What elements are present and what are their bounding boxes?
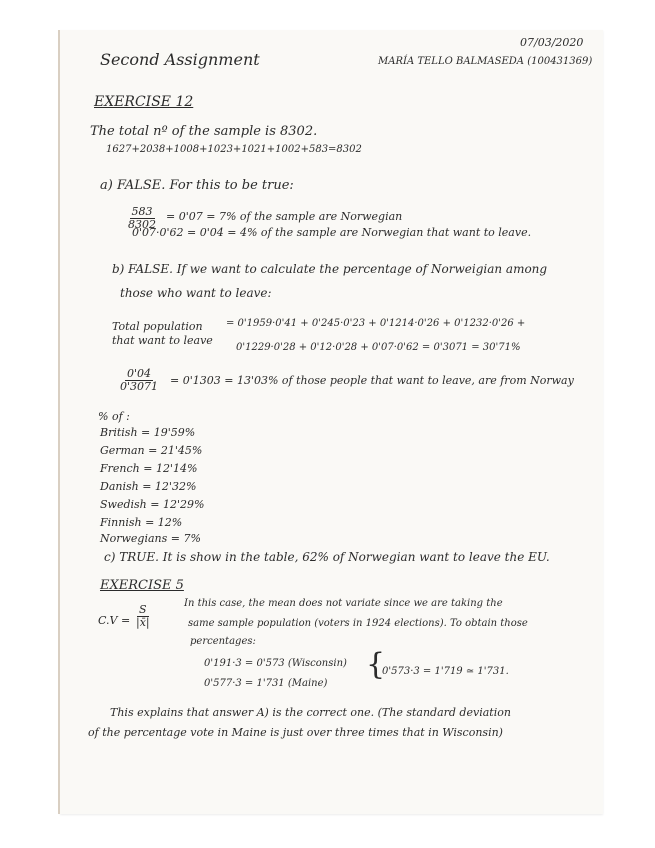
population-equation-1: = 0'1959·0'41 + 0'245·0'23 + 0'1214·0'26 + 0'1232·0'26 + [226,318,526,329]
population-label-2: that want to leave [112,334,213,347]
part-b-result: = 0'1303 = 13'03% of those people that want to leave, are from Norway [170,374,574,387]
conclusion-line-2: of the percentage vote in Maine is just over three times that in Wisconsin) [88,726,503,739]
handwritten-page [60,30,603,814]
calc-comparison: 0'573·3 = 1'719 ≃ 1'731. [382,666,509,677]
cv-label: C.V = [98,614,131,627]
calc-maine: 0'577·3 = 1'731 (Maine) [204,678,328,689]
percent-heading: % of : [98,410,130,423]
part-a-label: a) FALSE. For this to be true: [100,178,294,193]
sample-sum-line: 1627+2038+1008+1023+1021+1002+583=8302 [106,144,362,155]
document-title: Second Assignment [100,50,260,69]
fraction-numerator: 583 [131,205,153,218]
percent-swedish: Swedish = 12'29% [100,498,205,511]
fraction-numerator: 0'04 [127,367,152,380]
part-b-line-2: those who want to leave: [120,286,272,300]
cv-denominator: |x̄| [136,615,150,629]
percent-danish: Danish = 12'32% [100,480,197,493]
exercise-5-para-1: In this case, the mean does not variate since we are taking the [184,598,503,609]
total-sample-line: The total nº of the sample is 8302. [90,124,318,139]
fraction-denominator: 0'3071 [120,379,159,393]
exercise-5-heading: EXERCISE 5 [100,578,184,593]
date: 07/03/2020 [520,36,584,49]
percent-finnish: Finnish = 12% [100,516,183,529]
percent-british: British = 19'59% [100,426,196,439]
cv-fraction [134,604,152,628]
percent-french: French = 12'14% [100,462,198,475]
percent-norwegian: Norwegians = 7% [100,532,201,545]
exercise-5-para-3: percentages: [190,636,256,647]
fraction-norwegian-leavers [118,368,160,392]
percent-german: German = 21'45% [100,444,203,457]
population-equation-2: 0'1229·0'28 + 0'12·0'28 + 0'07·0'62 = 0'3071 = 30'71% [236,342,521,353]
population-label-1: Total population [112,320,203,333]
conclusion-line-1: This explains that answer A) is the correct one. (The standard deviation [110,706,511,719]
part-a-line-2: 0'07·0'62 = 0'04 = 4% of the sample are Norwegian that want to leave. [132,226,532,239]
curly-brace-icon: { [366,647,386,682]
part-a-line-1: = 0'07 = 7% of the sample are Norwegian [166,210,403,223]
cv-numerator: S [139,603,147,616]
part-b-line-1: b) FALSE. If we want to calculate the percentage of Norweigian among [112,262,548,276]
exercise-12-heading: EXERCISE 12 [94,94,194,110]
calc-wisconsin: 0'191·3 = 0'573 (Wisconsin) [204,658,347,669]
author-name: MARÍA TELLO BALMASEDA (100431369) [378,56,593,67]
fraction-denominator: 8302 [128,217,156,231]
exercise-5-para-2: same sample population (voters in 1924 elections). To obtain those [188,618,528,629]
part-c-line: c) TRUE. It is show in the table, 62% of Norwegian want to leave the EU. [104,550,550,564]
